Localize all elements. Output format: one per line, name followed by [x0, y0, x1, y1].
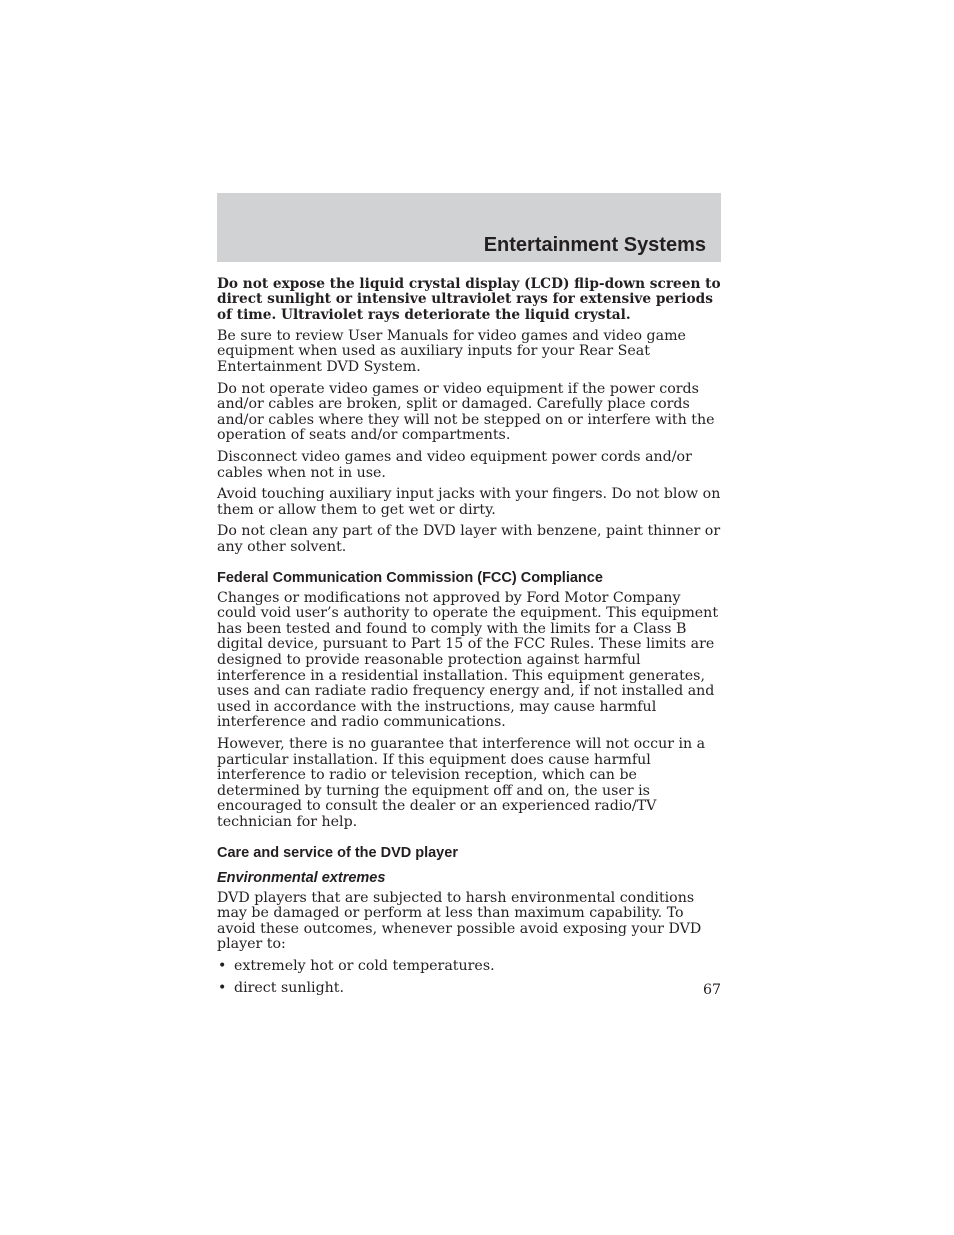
fcc-heading: Federal Communication Commission (FCC) Compliance: [217, 569, 603, 586]
page-content: [217, 277, 721, 1004]
list-item: [217, 981, 721, 997]
bullet-glyph: •: [218, 980, 227, 997]
care-heading: Care and service of the DVD player: [217, 844, 458, 861]
environmental-extremes-heading: Environmental extremes: [217, 869, 386, 886]
fcc-paragraph-interference: However, there is no guarantee that interference will not occur in a particular installation. If this equipment does cause harmful interference to radio or television reception, which can be determined by turning the equipment off and on, the user is encouraged to consult the dealer or an experienced radio/TV technician for help.: [217, 735, 706, 830]
section-title: Entertainment Systems: [483, 234, 706, 256]
lcd-warning: Do not expose the liquid crystal display (LCD) flip-down screen to direct sunlight or intensive ultraviolet rays for extensive periods of time. Ultraviolet rays deteriorate the liquid crystal.: [217, 276, 721, 323]
section-header-band: [217, 193, 721, 262]
care-paragraph: DVD players that are subjected to harsh environmental conditions may be damaged or perform at less than maximum capability. To avoid these outcomes, whenever possible avoid exposing your DVD player to:: [217, 889, 702, 953]
list-item: [217, 959, 721, 975]
bullet-glyph: •: [218, 957, 227, 974]
paragraph-cleaning: Do not clean any part of the DVD layer with benzene, paint thinner or any other solvent.: [217, 523, 721, 556]
list-item-text: extremely hot or cold temperatures.: [234, 957, 495, 974]
exposure-list: [217, 959, 721, 997]
paragraph-power-cords: Do not operate video games or video equipment if the power cords and/or cables are broken, split or damaged. Carefully place cords and/or cables where they will not be stepped on or interfere with the operation of seats and/or compartments.: [217, 380, 715, 444]
fcc-paragraph-modifications: Changes or modifications not approved by Ford Motor Company could void user’s authority to operate the equipment. This equipment has been tested and found to comply with the limits for a Class B digital device, pursuant to Part 15 of the FCC Rules. These limits are designed to provide reasonable protection against harmful interference in a residential installation. This equipment generates, uses and can radiate radio frequency energy and, if not installed and used in accordance with the instructions, may cause harmful interference and radio communications.: [217, 589, 719, 731]
page-number: 67: [702, 982, 721, 998]
list-item-text: direct sunlight.: [234, 980, 345, 997]
paragraph-disconnect: Disconnect video games and video equipment power cords and/or cables when not in use.: [217, 449, 692, 481]
paragraph-user-manuals: Be sure to review User Manuals for video games and video game equipment when used as auxiliary inputs for your Rear Seat Entertainment DVD System.: [217, 327, 686, 376]
paragraph-input-jacks: Avoid touching auxiliary input jacks with your fingers. Do not blow on them or allow them to get wet or dirty.: [217, 486, 721, 518]
